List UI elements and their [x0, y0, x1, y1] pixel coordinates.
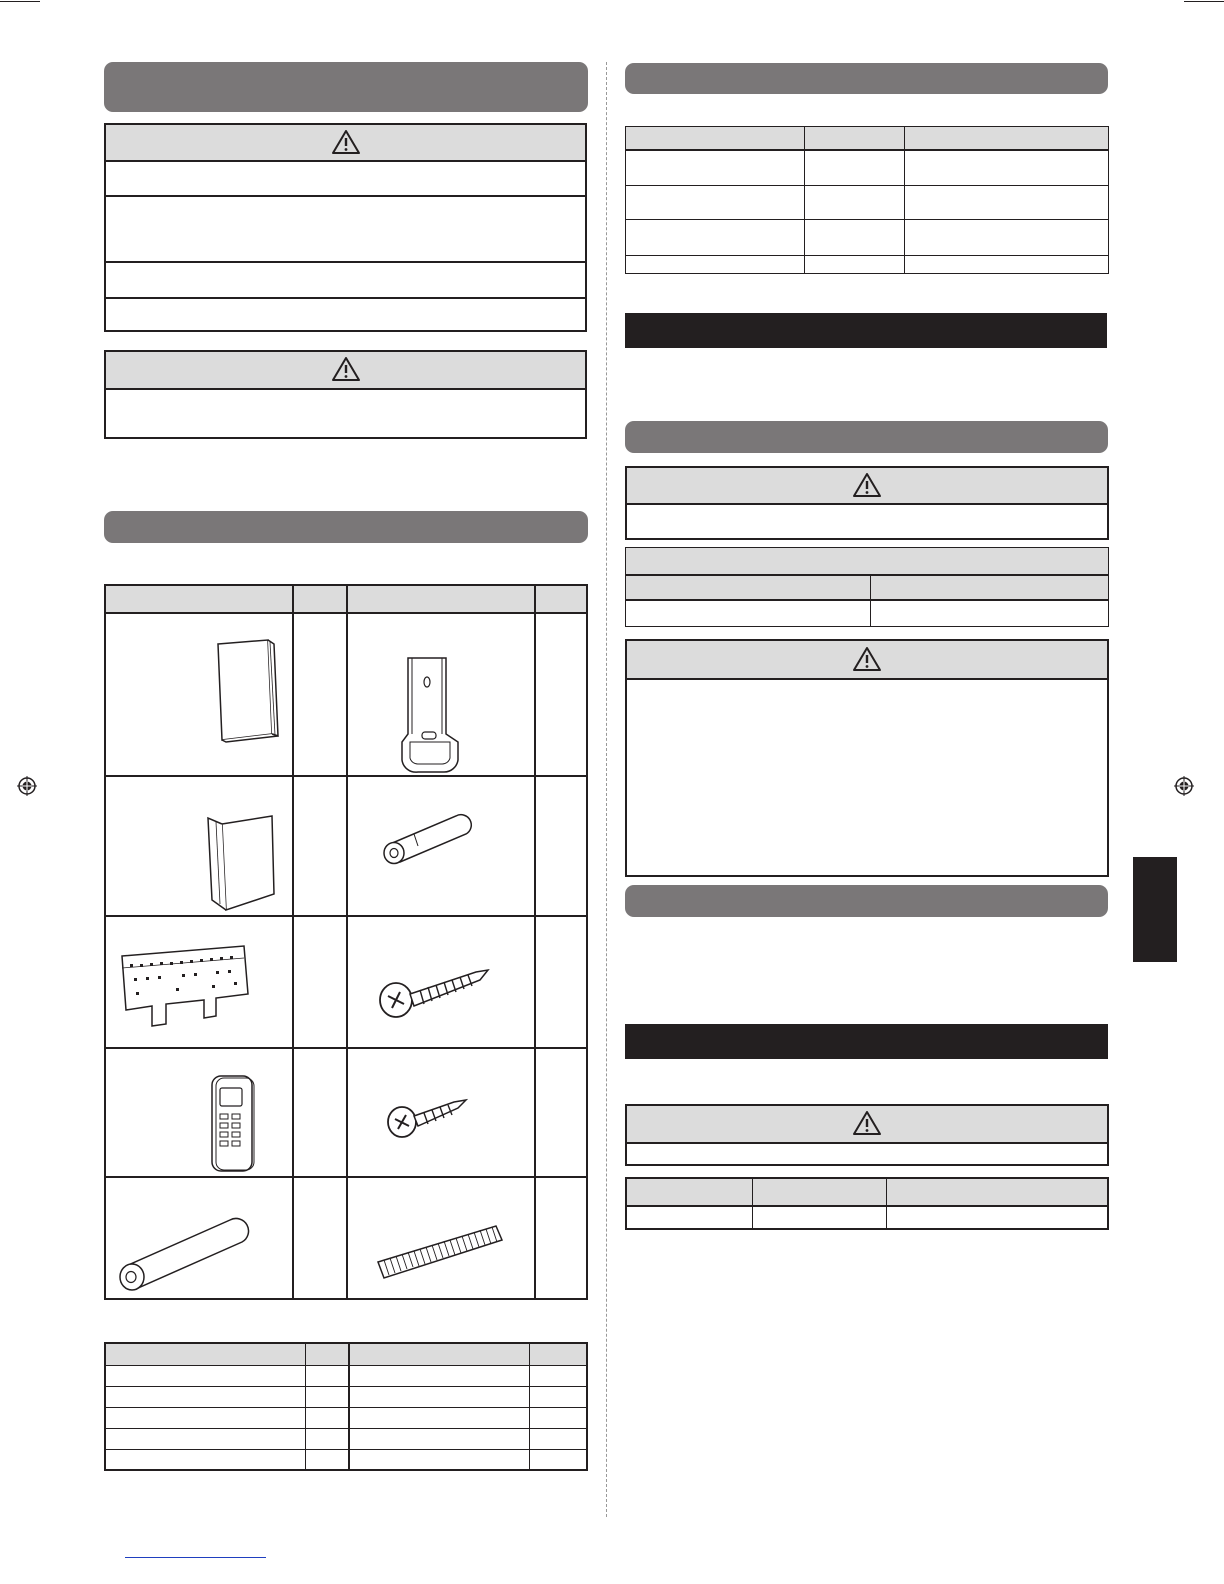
folded-leaflet-icon: [204, 814, 284, 914]
battery-icon: [112, 1214, 252, 1296]
spec-table-3-header: [627, 1179, 1107, 1205]
warning-box-1: [104, 123, 587, 332]
remote-control-icon: [208, 1074, 258, 1174]
spec-table-2: [625, 547, 1109, 627]
footer-link-rule: [125, 1557, 266, 1558]
section-bar-black-1: [625, 313, 1107, 348]
manual-booklet-icon: [212, 638, 282, 743]
warning-box-2: [625, 466, 1109, 540]
long-tapping-screw-icon: [376, 964, 492, 1024]
caution-box-header: [106, 352, 585, 388]
caution-box-2-header: [627, 641, 1107, 678]
short-tapping-screw-icon: [384, 1094, 468, 1142]
crop-mark-top-right: [1184, 1, 1224, 2]
spec-table-1: [625, 126, 1109, 274]
warning-box-3: [625, 1104, 1109, 1166]
spec-table-1-header: [626, 127, 1108, 149]
registration-mark-icon: [17, 776, 37, 796]
section-banner-right-3: [625, 885, 1108, 917]
caution-box-2: [625, 639, 1109, 877]
section-banner-accessories: [104, 511, 588, 543]
warning-box-2-header: [627, 468, 1107, 503]
crop-mark-top-left: [0, 1, 40, 2]
anchor-plug-icon: [374, 810, 474, 866]
air-filter-strip-icon: [374, 1222, 506, 1284]
warning-triangle-icon: [331, 356, 361, 382]
caution-box-1: [104, 350, 587, 439]
optional-parts-table-header: [106, 1344, 586, 1365]
optional-parts-table: [104, 1342, 588, 1471]
warning-triangle-icon: [852, 472, 882, 498]
registration-mark-icon: [1174, 776, 1194, 796]
accessories-table: [104, 584, 588, 1300]
section-banner-right-1: [625, 63, 1108, 94]
section-banner-right-2: [625, 421, 1108, 453]
wall-mounting-plate-icon: [116, 944, 256, 1030]
language-tab: [1133, 857, 1177, 962]
column-divider: [606, 62, 607, 1517]
warning-box-header: [106, 125, 585, 160]
warning-triangle-icon: [331, 129, 361, 155]
spec-table-3: [625, 1177, 1109, 1230]
section-bar-black-2: [625, 1024, 1108, 1059]
section-banner-safety: [104, 62, 588, 112]
warning-box-3-header: [627, 1106, 1107, 1142]
remote-holder-icon: [396, 654, 466, 774]
warning-triangle-icon: [852, 1110, 882, 1136]
warning-triangle-icon: [852, 646, 882, 672]
